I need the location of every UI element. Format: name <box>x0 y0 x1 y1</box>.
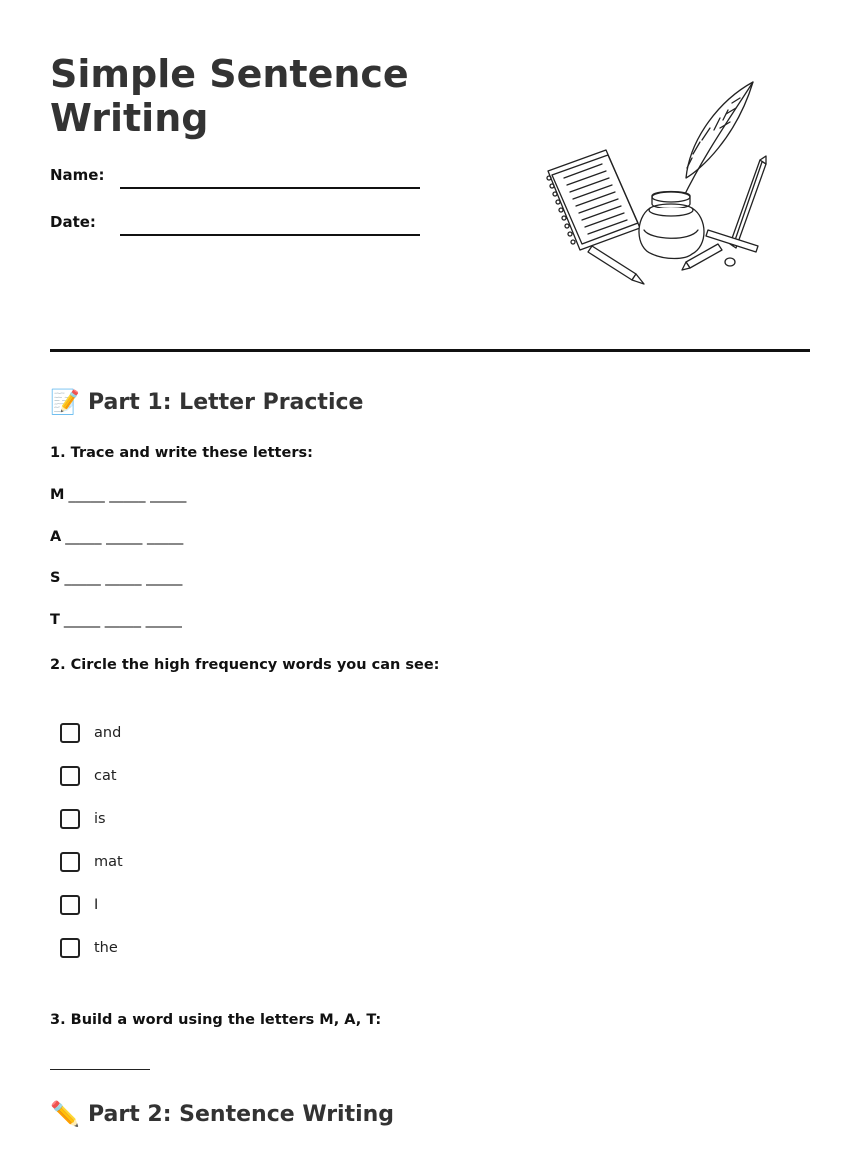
trace-row <box>50 570 182 586</box>
part2-heading-text: Part 2: Sentence Writing <box>88 1101 395 1127</box>
pencil-icon <box>588 246 644 284</box>
memo-icon: 📝 <box>50 388 80 416</box>
name-label: Name: <box>50 166 105 184</box>
date-field[interactable] <box>120 234 420 236</box>
writing-supplies-illustration <box>540 78 770 290</box>
word-label: I <box>94 897 99 913</box>
trace-blanks[interactable]: _____ _____ _____ <box>63 612 182 628</box>
pencil-icon <box>730 156 766 248</box>
word-answer-field[interactable] <box>50 1069 150 1070</box>
question-1: 1. Trace and write these letters: <box>50 445 313 461</box>
word-label: mat <box>94 854 123 870</box>
trace-letter: A <box>50 529 62 545</box>
checkbox[interactable] <box>60 938 80 958</box>
part1-heading-text: Part 1: Letter Practice <box>88 389 364 415</box>
checkbox[interactable] <box>60 852 80 872</box>
checkbox[interactable] <box>60 809 80 829</box>
word-checkbox-item[interactable] <box>60 895 98 915</box>
question-3: 3. Build a word using the letters M, A, T: <box>50 1012 382 1028</box>
word-checkbox-item[interactable] <box>60 766 117 786</box>
trace-blanks[interactable]: _____ _____ _____ <box>65 529 184 545</box>
word-checkbox-item[interactable] <box>60 809 106 829</box>
word-label: cat <box>94 768 117 784</box>
question-2: 2. Circle the high frequency words you can see: <box>50 657 440 673</box>
word-label: is <box>94 811 106 827</box>
trace-row <box>50 487 186 503</box>
name-field[interactable] <box>120 187 420 189</box>
section-divider <box>50 349 810 352</box>
word-checkbox-item[interactable] <box>60 938 118 958</box>
pencil-icon: ✏️ <box>50 1100 80 1128</box>
eraser-icon <box>725 258 735 266</box>
word-checkbox-item[interactable] <box>60 852 123 872</box>
part1-heading <box>50 388 363 416</box>
word-label: the <box>94 940 118 956</box>
word-label: and <box>94 725 122 741</box>
notebook-icon <box>547 150 640 250</box>
trace-row <box>50 529 183 545</box>
page-title: Simple Sentence Writing <box>50 52 409 140</box>
ink-bottle-icon <box>639 192 704 259</box>
part2-heading <box>50 1100 394 1128</box>
word-checkbox-item[interactable] <box>60 723 121 743</box>
checkbox[interactable] <box>60 766 80 786</box>
trace-row <box>50 612 182 628</box>
checkbox[interactable] <box>60 895 80 915</box>
trace-blanks[interactable]: _____ _____ _____ <box>64 570 183 586</box>
checkbox[interactable] <box>60 723 80 743</box>
trace-letter: M <box>50 487 65 503</box>
trace-letter: S <box>50 570 61 586</box>
quill-icon <box>682 82 753 200</box>
trace-blanks[interactable]: _____ _____ _____ <box>68 487 187 503</box>
date-label: Date: <box>50 213 96 231</box>
trace-letter: T <box>50 612 60 628</box>
